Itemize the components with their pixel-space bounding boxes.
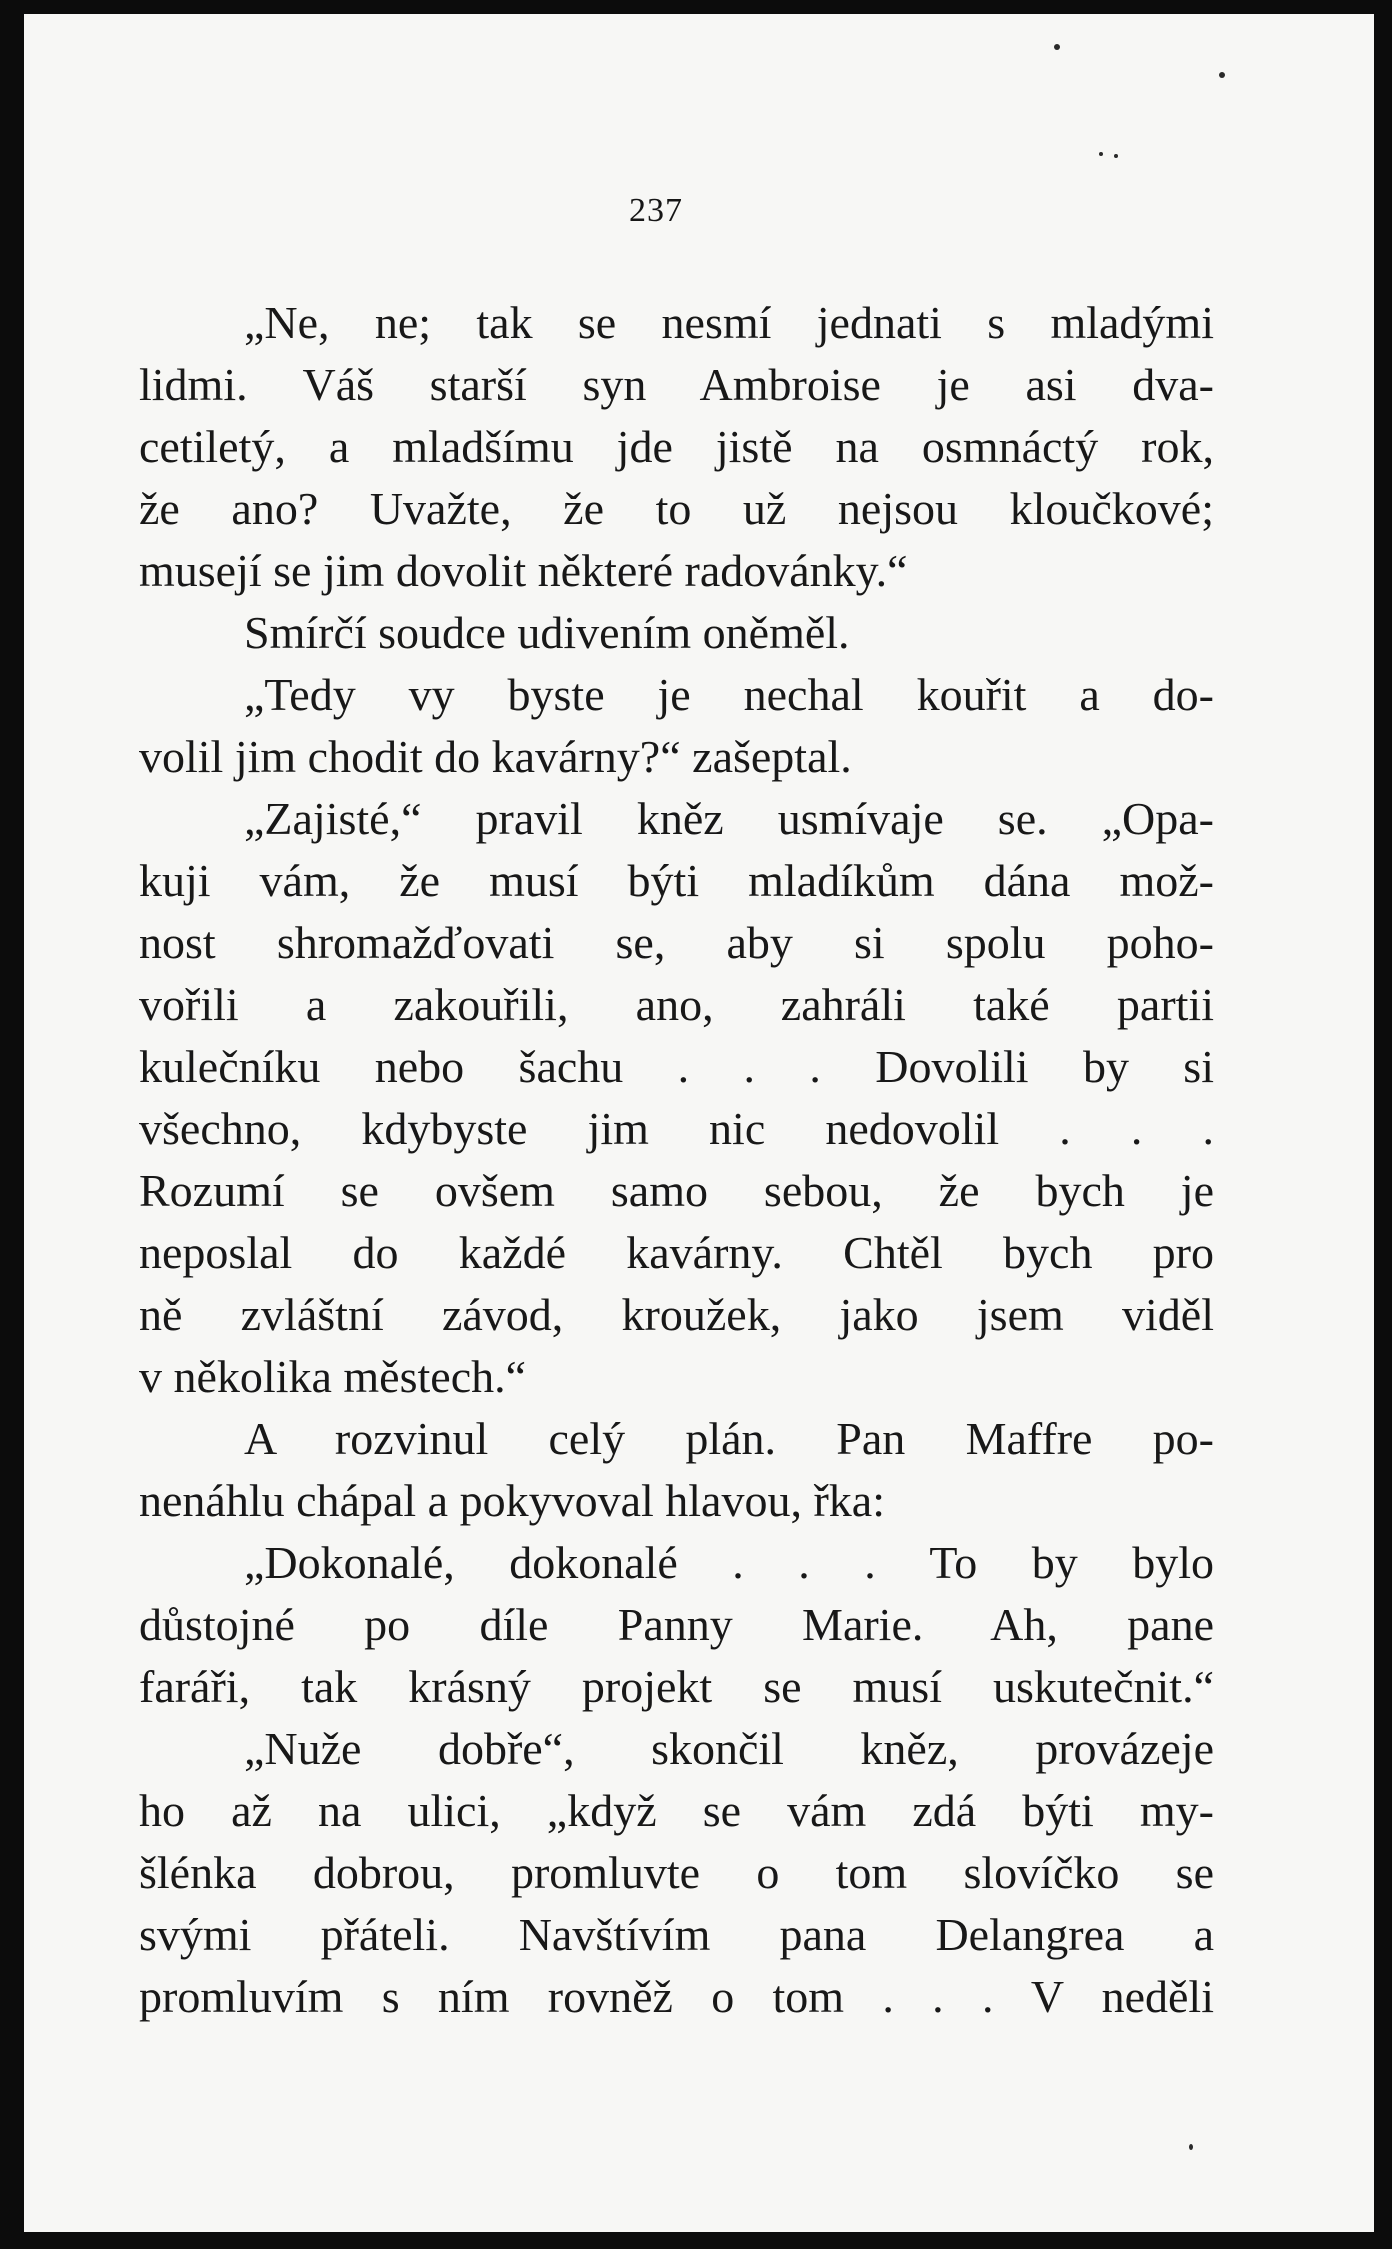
text-line: šlénka dobrou, promluvte o tom slovíčko se bbox=[139, 1847, 1214, 1898]
text-line: „Ne, ne; tak se nesmí jednati s mladými bbox=[244, 297, 1214, 348]
text-line: kuji vám, že musí býti mladíkům dána mož- bbox=[139, 855, 1214, 906]
text-line: Rozumí se ovšem samo sebou, že bych je bbox=[139, 1165, 1214, 1216]
text-line: lidmi. Váš starší syn Ambroise je asi dva- bbox=[139, 359, 1214, 410]
text-line: nost shromažďovati se, aby si spolu poho- bbox=[139, 917, 1214, 968]
paper-speck bbox=[1189, 2144, 1193, 2150]
text-line: faráři, tak krásný projekt se musí uskutečnit.“ bbox=[139, 1661, 1214, 1712]
text-line: musejí se jim dovolit některé radovánky.“ bbox=[139, 545, 908, 596]
text-line: promluvím s ním rovněž o tom . . . V neděli bbox=[139, 1971, 1214, 2022]
paper-speck bbox=[1219, 72, 1225, 78]
text-line: cetiletý, a mladšímu jde jistě na osmnáctý rok, bbox=[139, 421, 1214, 472]
text-line: A rozvinul celý plán. Pan Maffre po- bbox=[244, 1413, 1214, 1464]
body-text bbox=[139, 292, 1214, 2028]
text-line: ho až na ulici, „když se vám zdá býti my- bbox=[139, 1785, 1214, 1836]
text-line: vořili a zakouřili, ano, zahráli také partii bbox=[139, 979, 1214, 1030]
text-line: volil jim chodit do kavárny?“ zašeptal. bbox=[139, 731, 852, 782]
text-line: v několika městech.“ bbox=[139, 1351, 527, 1402]
paper-speck bbox=[1054, 44, 1060, 50]
text-line: „Dokonalé, dokonalé . . . To by bylo bbox=[244, 1537, 1214, 1588]
page-number: 237 bbox=[629, 192, 683, 229]
text-line: že ano? Uvažte, že to už nejsou kloučkové; bbox=[139, 483, 1214, 534]
text-line: „Tedy vy byste je nechal kouřit a do- bbox=[244, 669, 1214, 720]
book-page bbox=[24, 14, 1374, 2232]
text-line: ně zvláštní závod, kroužek, jako jsem viděl bbox=[139, 1289, 1214, 1340]
text-line: kulečníku nebo šachu . . . Dovolili by si bbox=[139, 1041, 1214, 1092]
text-line: neposlal do každé kavárny. Chtěl bych pro bbox=[139, 1227, 1214, 1278]
paper-speck bbox=[1114, 154, 1118, 158]
paper-speck bbox=[1099, 152, 1103, 156]
text-line: „Nuže dobře“, skončil kněz, provázeje bbox=[244, 1723, 1214, 1774]
text-line: Smírčí soudce udivením oněměl. bbox=[244, 607, 850, 658]
text-line: nenáhlu chápal a pokyvoval hlavou, řka: bbox=[139, 1475, 885, 1526]
text-line: „Zajisté,“ pravil kněz usmívaje se. „Opa- bbox=[244, 793, 1214, 844]
text-line: důstojné po díle Panny Marie. Ah, pane bbox=[139, 1599, 1214, 1650]
text-line: svými přáteli. Navštívím pana Delangrea a bbox=[139, 1909, 1214, 1960]
text-line: všechno, kdybyste jim nic nedovolil . . . bbox=[139, 1103, 1214, 1154]
